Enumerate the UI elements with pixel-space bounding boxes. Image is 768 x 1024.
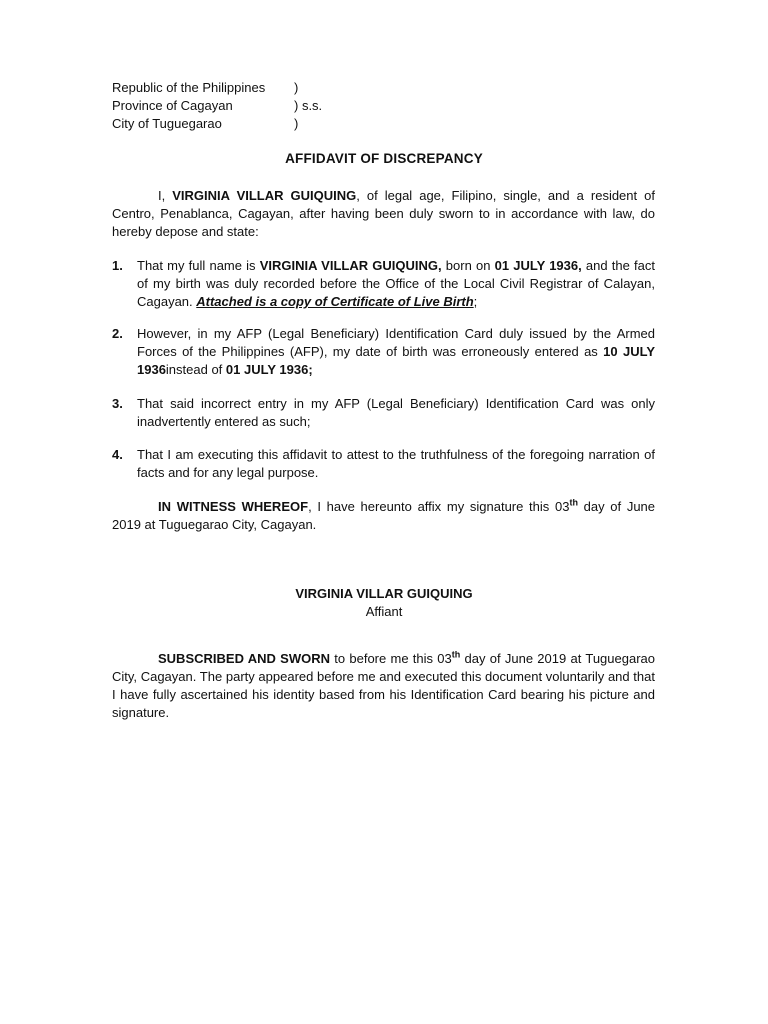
list-item-1 (112, 257, 655, 311)
item-text-run: born on (441, 258, 495, 273)
item-number: 3. (112, 396, 123, 411)
jurat-paragraph (112, 650, 655, 722)
venue-place: City of Tuguegarao (112, 116, 222, 131)
list-item-2 (112, 325, 655, 379)
affiant-name: VIRGINIA VILLAR GUIQUING (172, 188, 357, 203)
witness-text: , I have hereunto affix my signature this 03 (308, 499, 570, 514)
item-number: 2. (112, 326, 123, 341)
item-text-run: That my full name is (137, 258, 260, 273)
intro-prefix: I, (158, 188, 173, 203)
attachment-note: Attached is a copy of Certificate of Live Birth (196, 294, 474, 309)
witness-lead: IN WITNESS WHEREOF (158, 499, 309, 514)
intro-paragraph (112, 187, 655, 241)
venue-paren: ) s.s. (294, 98, 323, 113)
venue-place: Republic of the Philippines (112, 80, 266, 95)
venue-place: Province of Cagayan (112, 98, 233, 113)
jurat-rest: day of June 2019 at Tuguegarao City, Cagayan. The party appeared before me and executed this document voluntarily and that I have fully ascertained his identity based from his Identification Card bearing his picture and signature. (112, 651, 655, 720)
item-text: That I am executing this affidavit to attest to the truthfulness of the foregoing narration of facts and for any legal purpose. (137, 447, 655, 480)
venue-paren: ) (294, 80, 299, 95)
list-item-4 (112, 446, 655, 482)
venue-paren: ) (294, 116, 299, 131)
item-bold-run: 01 JULY 1936, (494, 258, 582, 273)
signatory-name: VIRGINIA VILLAR GUIQUING (295, 586, 473, 601)
jurat-lead: SUBSCRIBED AND SWORN (158, 651, 330, 666)
item-number: 1. (112, 258, 123, 273)
item-text-run: ; (473, 294, 478, 309)
witness-paragraph (112, 498, 655, 534)
list-item-3 (112, 395, 655, 431)
item-text-run: instead of (165, 362, 226, 377)
ordinal-suffix: th (451, 649, 461, 660)
witness-rest: day of June 2019 at Tuguegarao City, Cagayan. (112, 499, 656, 532)
document-title: AFFIDAVIT OF DISCREPANCY (285, 151, 483, 166)
item-text (137, 257, 655, 311)
item-text: That said incorrect entry in my AFP (Legal Beneficiary) Identification Card was only inadvertently entered as such; (137, 396, 655, 429)
item-text (137, 325, 655, 379)
item-text-run: and the fact of my birth was duly recorded before the Office of the Local Civil Registrar of Calayan, Cagayan. (137, 258, 655, 309)
venue-row-province (112, 97, 322, 115)
item-bold-run: VIRGINIA VILLAR GUIQUING, (259, 258, 442, 273)
item-bold-run: 01 JULY 1936; (225, 362, 313, 377)
ordinal-suffix: th (569, 497, 578, 508)
intro-text: , of legal age, Filipino, single, and a resident of Centro, Penablanca, Cagayan, after having been duly sworn to in accordance with law, do hereby depose and state: (112, 188, 655, 239)
item-bold-run: 10 JULY 1936 (137, 344, 655, 377)
venue-row-city (112, 115, 322, 133)
signatory-role: Affiant (365, 604, 403, 619)
item-text-run: However, in my AFP (Legal Beneficiary) Identification Card duly issued by the Armed Forces of the Philippines (AFP), my date of birth was erroneously entered as (137, 326, 655, 359)
venue-block (112, 79, 322, 133)
item-number: 4. (112, 447, 123, 462)
jurat-text: to before me this 03 (330, 651, 452, 666)
venue-row-republic (112, 79, 322, 97)
